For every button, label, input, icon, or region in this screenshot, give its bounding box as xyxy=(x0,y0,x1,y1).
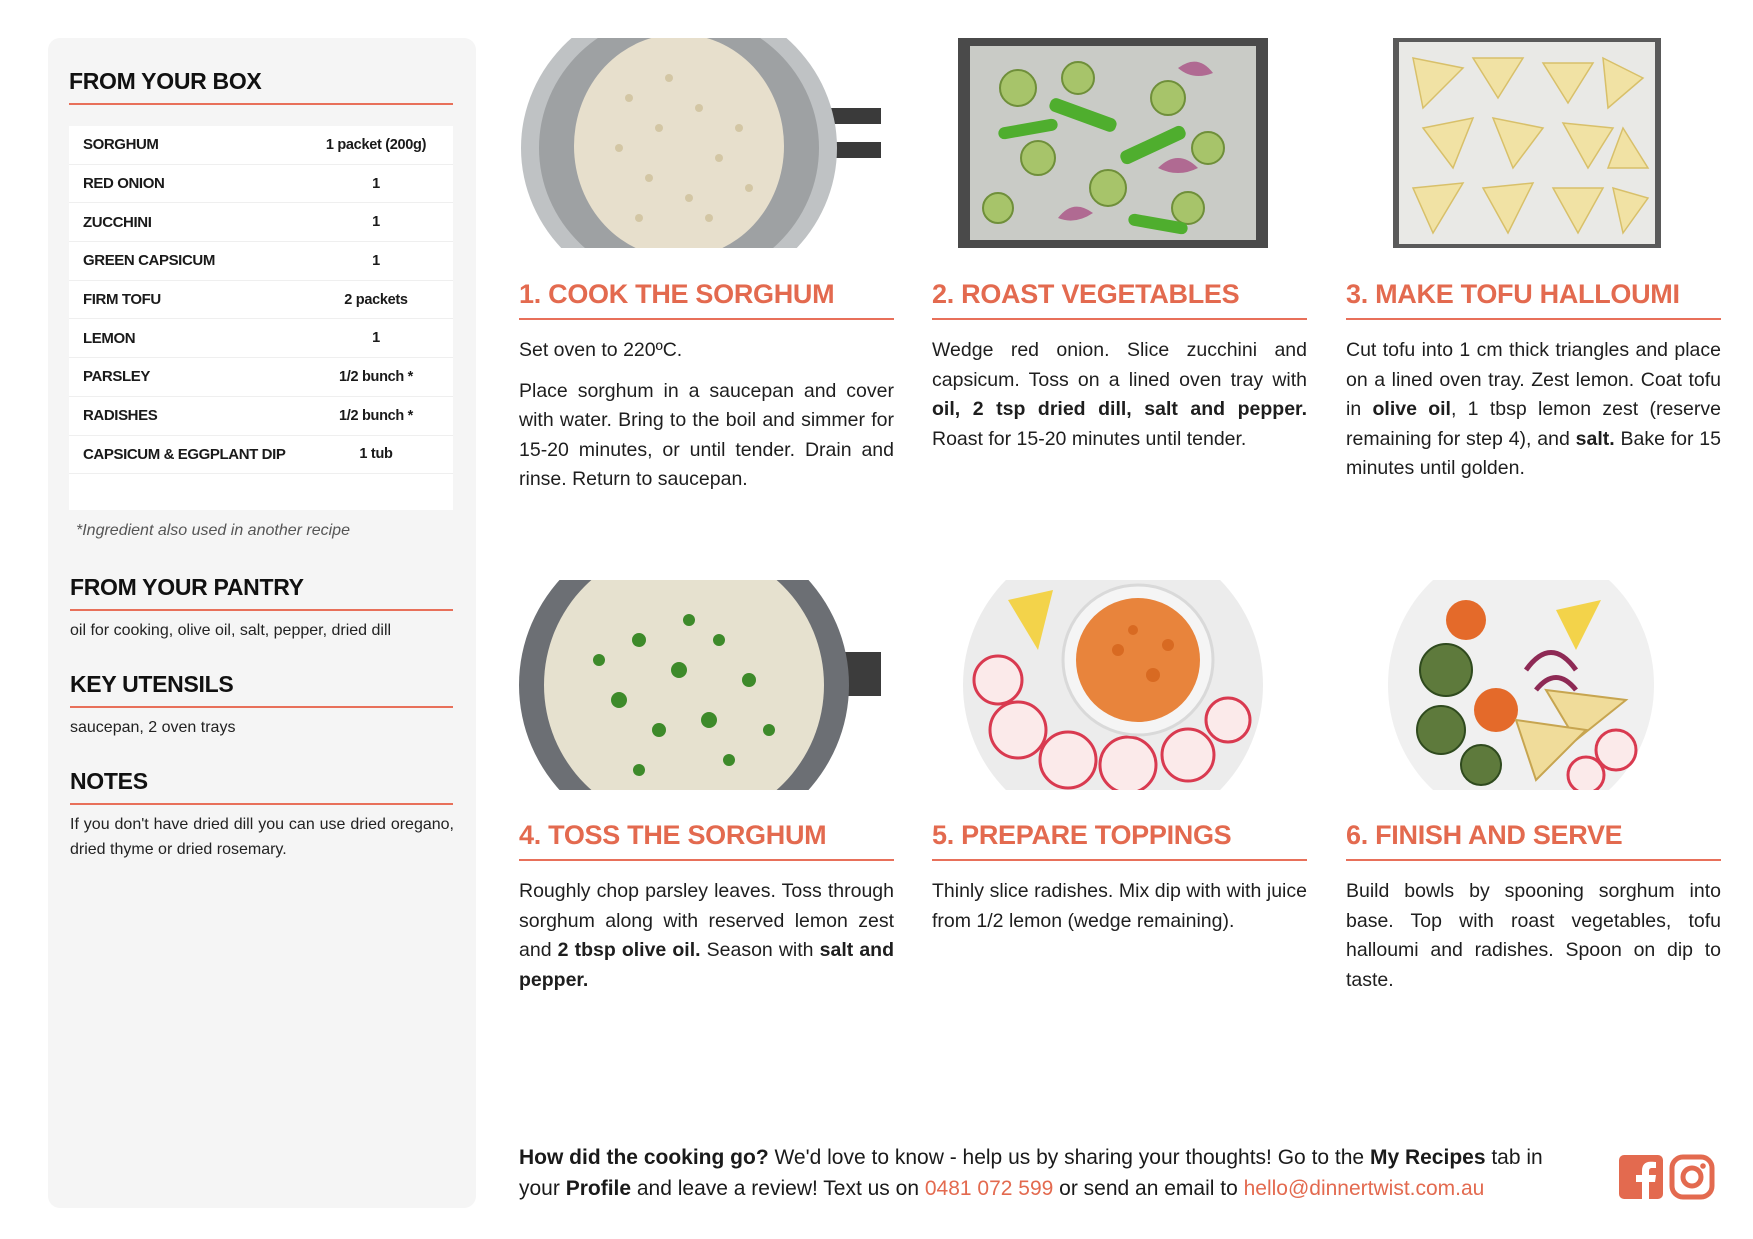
ingredients-table xyxy=(69,126,453,510)
footer-text: or send an email to xyxy=(1053,1177,1244,1200)
step-1-text xyxy=(519,336,894,506)
step-4-text-plain: Season with xyxy=(700,939,820,961)
ingredient-name: SORGHUM xyxy=(83,136,159,154)
from-your-box-heading: FROM YOUR BOX xyxy=(69,68,453,105)
ingredient-qty: 1 xyxy=(372,175,380,192)
step-6-text xyxy=(1346,877,1721,1006)
step-1-title: 1. COOK THE SORGHUM xyxy=(519,279,894,320)
step-6-photo xyxy=(1386,580,1656,790)
ingredient-qty: 1 packet (200g) xyxy=(325,136,427,153)
step-2-text-bold: oil, 2 tsp dried dill, salt and pepper. xyxy=(932,398,1307,420)
step-4-photo xyxy=(519,580,881,790)
ingredient-row xyxy=(69,436,453,475)
from-your-pantry-heading: FROM YOUR PANTRY xyxy=(70,574,453,611)
step-3-text xyxy=(1346,336,1721,495)
step-2-text xyxy=(932,336,1307,465)
ingredient-qty: 2 packets xyxy=(344,291,408,308)
step-4-title: 4. TOSS THE SORGHUM xyxy=(519,820,894,861)
ingredient-name: PARSLEY xyxy=(83,368,150,386)
ingredient-qty: 1 xyxy=(372,214,380,231)
ingredient-row xyxy=(69,126,453,165)
ingredient-row xyxy=(69,358,453,397)
step-1-paragraph: Set oven to 220ºC. xyxy=(519,339,683,361)
step-3-text-bold: olive oil xyxy=(1372,398,1451,420)
ingredient-row xyxy=(69,319,453,358)
ingredient-qty: 1 tub xyxy=(359,446,393,463)
step-2-text-plain: Roast for 15-20 minutes until tender. xyxy=(932,427,1247,450)
step-5-text xyxy=(932,877,1307,947)
step-3-text-plain: , 1 tbsp lemon zest (reserve remaining for step 4), and xyxy=(1346,398,1721,450)
utensils-text: saucepan, 2 oven trays xyxy=(70,719,236,736)
ingredient-row-empty xyxy=(69,474,453,510)
step-2-photo xyxy=(958,38,1268,248)
ingredient-footnote: *Ingredient also used in another recipe xyxy=(76,522,350,539)
ingredient-name: LEMON xyxy=(83,329,136,347)
ingredient-row xyxy=(69,203,453,242)
my-recipes-link[interactable]: My Recipes xyxy=(1369,1146,1486,1169)
facebook-icon[interactable] xyxy=(1618,1154,1664,1200)
instagram-icon[interactable] xyxy=(1669,1154,1715,1200)
step-1-paragraph: Place sorghum in a saucepan and cover with water. Bring to the boil and simmer for 15-20 minutes, or until tender. Drain and rinse. Return to saucepan. xyxy=(519,379,894,490)
step-3-text-plain: Cut tofu into 1 cm thick triangles and place on a lined oven tray. Zest lemon. Coat tofu in xyxy=(1346,339,1721,420)
ingredient-name: FIRM TOFU xyxy=(83,291,161,309)
ingredient-qty: 1 xyxy=(372,330,380,347)
email-link[interactable]: hello@dinnertwist.com.au xyxy=(1243,1177,1485,1200)
step-5-paragraph: Thinly slice radishes. Mix dip with with juice from 1/2 lemon (wedge remaining). xyxy=(932,880,1307,932)
ingredient-qty: 1 xyxy=(372,252,380,269)
step-3-text-plain: Bake for 15 minutes until golden. xyxy=(1346,427,1721,479)
step-4-text-plain: Roughly chop parsley leaves. Toss through sorghum along with reserved lemon zest and xyxy=(519,880,894,961)
key-utensils-heading: KEY UTENSILS xyxy=(70,671,453,708)
ingredient-name: CAPSICUM & EGGPLANT DIP xyxy=(83,445,286,463)
step-4-text-bold: 2 tbsp olive oil. xyxy=(557,939,701,961)
step-3-text-bold: salt. xyxy=(1575,427,1615,450)
ingredient-row xyxy=(69,242,453,281)
footer-text: and leave a review! Text us on xyxy=(631,1177,925,1200)
step-5-photo xyxy=(958,580,1268,790)
notes-heading: NOTES xyxy=(70,768,453,805)
footer-text: tab in your xyxy=(519,1146,1543,1200)
ingredient-name: RADISHES xyxy=(83,407,158,425)
ingredients-sidebar xyxy=(48,38,476,1208)
ingredient-row xyxy=(69,397,453,436)
step-3-title: 3. MAKE TOFU HALLOUMI xyxy=(1346,279,1721,320)
step-1-photo xyxy=(519,38,881,248)
footer-text: We'd love to know - help us by sharing your thoughts! Go to the xyxy=(768,1146,1370,1169)
ingredient-row xyxy=(69,165,453,204)
step-4-text-bold: salt and pepper. xyxy=(519,939,895,991)
ingredient-row xyxy=(69,281,453,320)
ingredient-qty: 1/2 bunch * xyxy=(338,368,414,385)
ingredient-qty: 1/2 bunch * xyxy=(338,407,414,424)
step-3-photo xyxy=(1393,38,1661,248)
pantry-text: oil for cooking, olive oil, salt, pepper, dried dill xyxy=(70,622,392,639)
step-2-title: 2. ROAST VEGETABLES xyxy=(932,279,1307,320)
feedback-question: How did the cooking go? xyxy=(519,1146,769,1169)
step-2-text-plain: Wedge red onion. Slice zucchini and capsicum. Toss on a lined oven tray with xyxy=(932,339,1307,391)
step-4-text xyxy=(519,877,894,1006)
feedback-footer xyxy=(519,1142,1589,1204)
step-6-paragraph: Build bowls by spooning sorghum into base. Top with roast vegetables, tofu halloumi and radishes. Spoon on dip to taste. xyxy=(1346,880,1721,991)
step-6-title: 6. FINISH AND SERVE xyxy=(1346,820,1721,861)
ingredient-name: GREEN CAPSICUM xyxy=(83,252,215,270)
step-5-title: 5. PREPARE TOPPINGS xyxy=(932,820,1307,861)
ingredient-name: RED ONION xyxy=(83,175,165,193)
profile-link[interactable]: Profile xyxy=(565,1177,632,1200)
phone-number-link[interactable]: 0481 072 599 xyxy=(924,1177,1054,1200)
notes-text: If you don't have dried dill you can use dried oregano, dried thyme or dried rosemary. xyxy=(70,816,454,858)
ingredient-name: ZUCCHINI xyxy=(83,213,152,231)
